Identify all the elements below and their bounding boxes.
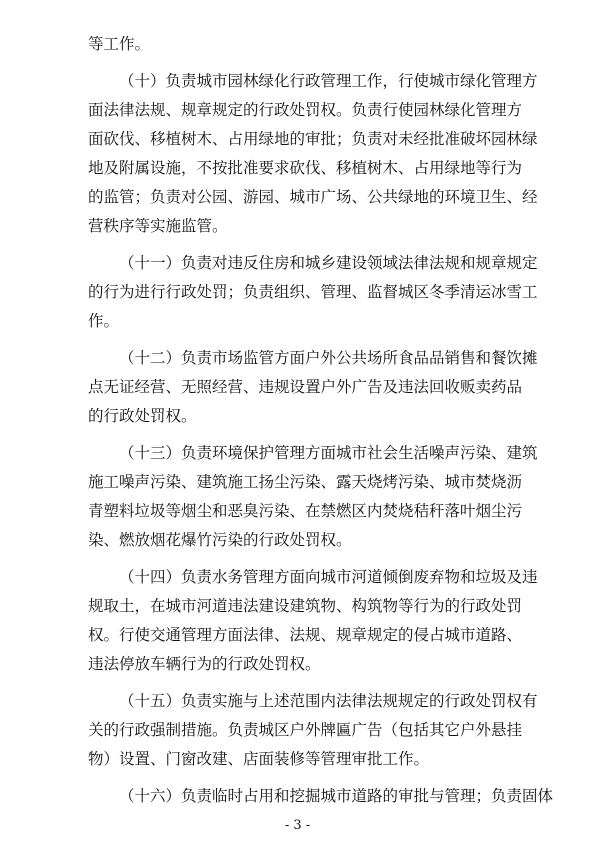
text-line: 的行政处罚权。 [88, 407, 197, 425]
paragraph [88, 563, 538, 679]
text-line: 面法律法规、规章规定的行政处罚权。负责行使园林绿化管理方 [88, 101, 523, 119]
text-line: 物）设置、门窗改建、店面装修等管理审批工作。 [88, 750, 430, 768]
text-line: 关的行政强制措施。负责城区户外牌匾广告（包括其它户外悬挂 [88, 721, 523, 739]
text-line: （十五）负责实施与上述范围内法律法规规定的行政处罚权有 [119, 692, 538, 710]
text-line: 面砍伐、移植树木、占用绿地的审批；负责对未经批准破坏园林绿 [88, 130, 538, 148]
text-line: 染、燃放烟花爆竹污染的行政处罚权。 [88, 531, 352, 549]
paragraph [88, 344, 538, 431]
text-line: 营秩序等实施监管。 [88, 217, 228, 235]
paragraph [88, 687, 538, 774]
text-line: 点无证经营、无照经营、违规设置户外广告及违法回收贩卖药品 [88, 378, 523, 396]
text-line: （十二）负责市场监管方面户外公共场所食品品销售和餐饮摊 [119, 349, 538, 367]
text-line: 等工作。 [88, 35, 151, 53]
paragraph [88, 30, 516, 59]
text-line: （十三）负责环境保护管理方面城市社会生活噪声污染、建筑 [119, 444, 538, 462]
text-line: （十一）负责对违反住房和城乡建设领域法律法规和规章规定 [119, 254, 538, 272]
paragraph [88, 249, 538, 336]
text-line: 作。 [88, 312, 120, 330]
text-line: 的行为进行行政处罚；负责组织、管理、监督城区冬季清运冰雪工 [88, 283, 538, 301]
text-line: 地及附属设施，不按批准要求砍伐、移植树木、占用绿地等行为 [88, 159, 523, 177]
text-line: 规取土，在城市河道违法建设建筑物、构筑物等行为的行政处罚 [88, 597, 523, 615]
paragraph [88, 67, 538, 241]
text-line: （十）负责城市园林绿化行政管理工作，行使城市绿化管理方 [119, 72, 538, 90]
text-line: （十六）负责临时占用和挖掘城市道路的审批与管理；负责固体 [119, 787, 554, 805]
text-line: 青塑料垃圾等烟尘和恶臭污染、在禁燃区内焚烧秸秆落叶烟尘污 [88, 502, 523, 520]
document-body [88, 30, 554, 819]
text-line: 施工噪声污染、建筑施工扬尘污染、露天烧烤污染、城市焚烧沥 [88, 473, 523, 491]
paragraph [88, 439, 538, 555]
page-number: - 3 - [284, 818, 311, 833]
text-line: 的监管；负责对公园、游园、城市广场、公共绿地的环境卫生、经 [88, 188, 538, 206]
text-line: 违法停放车辆行为的行政处罚权。 [88, 655, 321, 673]
text-line: （十四）负责水务管理方面向城市河道倾倒废弃物和垃圾及违 [119, 568, 538, 586]
paragraph [88, 782, 554, 811]
text-line: 权。行使交通管理方面法律、法规、规章规定的侵占城市道路、 [88, 626, 523, 644]
